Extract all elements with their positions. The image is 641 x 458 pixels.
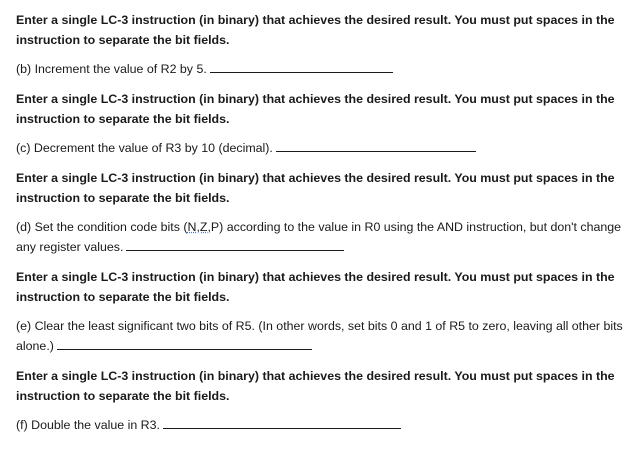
instruction-text: Enter a single LC-3 instruction (in binary) that achieves the desired result. You must put spaces in the instruction to separate the bit fields. (16, 171, 615, 205)
document-page (16, 10, 636, 435)
question-d-nzp: N,Z, (187, 220, 211, 234)
answer-blank-d[interactable] (126, 238, 344, 251)
question-f (16, 415, 636, 435)
answer-blank-b[interactable] (210, 60, 393, 73)
instruction-text: Enter a single LC-3 instruction (in binary) that achieves the desired result. You must put spaces in the instruction to separate the bit fields. (16, 369, 615, 403)
question-e (16, 316, 636, 356)
instruction-text: Enter a single LC-3 instruction (in binary) that achieves the desired result. You must put spaces in the instruction to separate the bit fields. (16, 92, 615, 126)
question-f-text: (f) Double the value in R3. (16, 418, 160, 432)
question-c (16, 138, 636, 158)
question-d-text-post: P) according to the value in R0 using the AND instruction, but don't change any register values. (16, 220, 622, 254)
instruction-text: Enter a single LC-3 instruction (in binary) that achieves the desired result. You must put spaces in the instruction to separate the bit fields. (16, 13, 615, 47)
answer-blank-f[interactable] (163, 416, 401, 429)
question-b (16, 59, 636, 79)
question-b-text: (b) Increment the value of R2 by 5. (16, 62, 207, 76)
question-c-text: (c) Decrement the value of R3 by 10 (decimal). (16, 141, 273, 155)
question-d (16, 217, 636, 257)
answer-blank-c[interactable] (276, 139, 476, 152)
question-d-text-pre: (d) Set the condition code bits ( (16, 220, 188, 234)
question-e-text: (e) Clear the least significant two bits of R5. (In other words, set bits 0 and 1 of R5 to zero, leaving all other bits alone.) (16, 319, 623, 353)
answer-blank-e[interactable] (57, 337, 312, 350)
instruction-text: Enter a single LC-3 instruction (in binary) that achieves the desired result. You must put spaces in the instruction to separate the bit fields. (16, 270, 615, 304)
